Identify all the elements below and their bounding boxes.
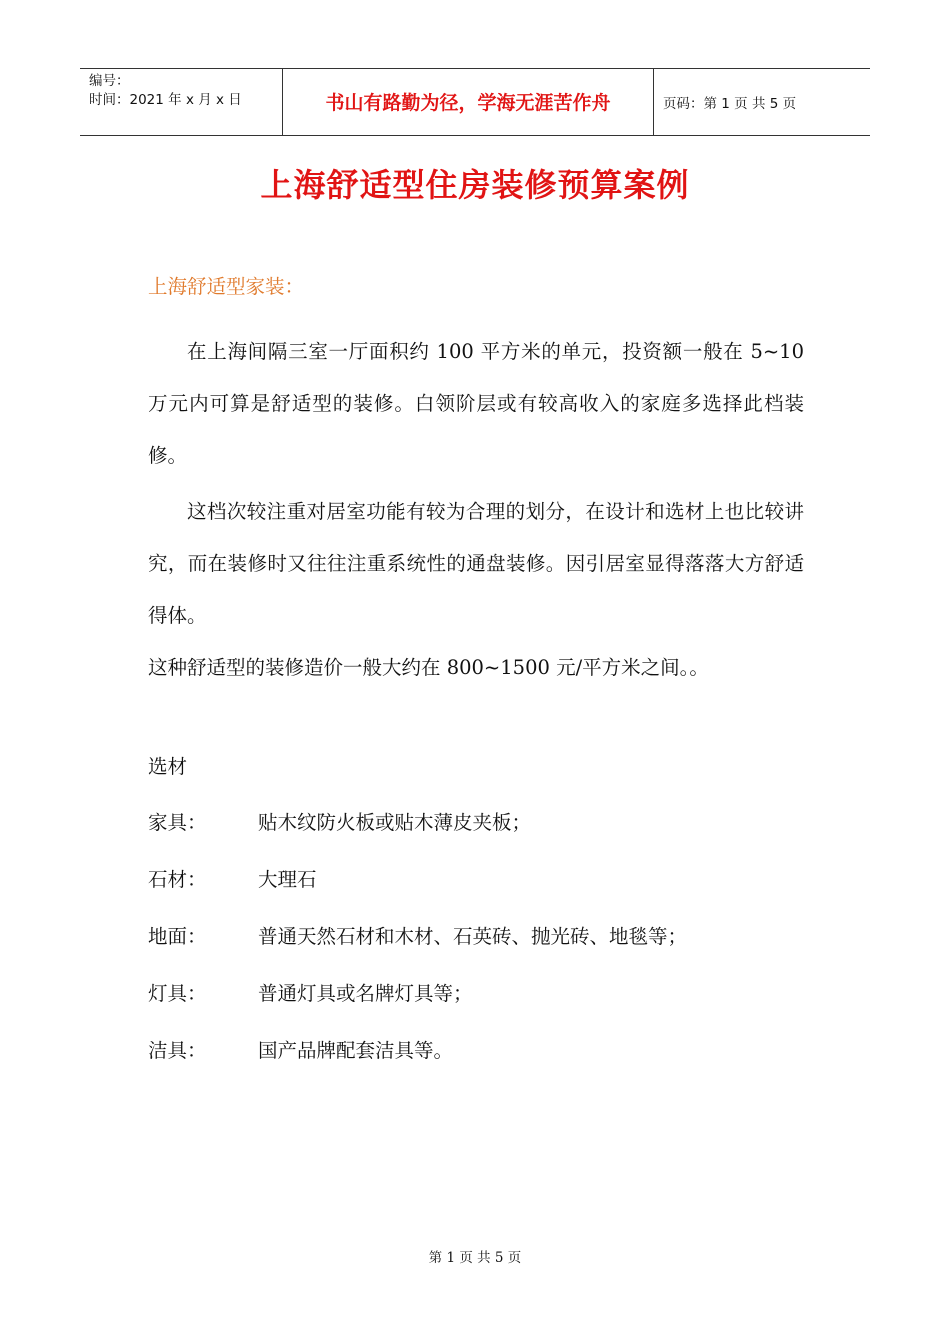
materials-list bbox=[148, 808, 804, 1066]
section-subheading: 上海舒适型家装： bbox=[148, 275, 305, 298]
material-value: 大理石 bbox=[258, 868, 317, 891]
list-item bbox=[148, 979, 804, 1009]
list-item bbox=[148, 865, 804, 895]
material-key: 灯具： bbox=[148, 982, 207, 1005]
header-page-info: 页码：第 1 页 共 5 页 bbox=[663, 96, 797, 112]
list-item bbox=[148, 922, 804, 952]
material-value: 普通灯具或名牌灯具等； bbox=[258, 982, 473, 1005]
materials-heading: 选材 bbox=[148, 755, 188, 778]
time-label: 时间：2021 年 x 月 x 日 bbox=[89, 92, 242, 108]
material-value: 贴木纹防火板或贴木薄皮夹板； bbox=[258, 811, 532, 834]
document-title: 上海舒适型住房装修预算案例 bbox=[260, 166, 690, 204]
page-footer: 第 1 页 共 5 页 bbox=[428, 1250, 522, 1266]
material-value: 普通天然石材和木材、石英砖、抛光砖、地毯等； bbox=[258, 925, 688, 948]
material-value: 国产品牌配套洁具等。 bbox=[258, 1039, 454, 1062]
paragraph: 这种舒适型的装修造价一般大约在 800~1500 元/平方米之间。。 bbox=[148, 656, 709, 679]
paragraph: 在上海间隔三室一厅面积约 100 平方米的单元，投资额一般在 5~10 万元内可算是舒适型的装修。白领阶层或有较高收入的家庭多选择此档装修。 bbox=[148, 340, 804, 467]
list-item bbox=[148, 808, 804, 838]
material-key: 洁具： bbox=[148, 1039, 207, 1062]
list-item bbox=[148, 1036, 804, 1066]
serial-label: 编号： bbox=[89, 73, 130, 89]
paragraph: 这档次较注重对居室功能有较为合理的划分，在设计和选材上也比较讲究，而在装修时又往往注重系统性的通盘装修。因引居室显得落落大方舒适得体。 bbox=[148, 500, 804, 627]
header-meta bbox=[80, 69, 282, 135]
material-key: 石材： bbox=[148, 868, 207, 891]
document-body bbox=[148, 272, 804, 1093]
material-key: 家具： bbox=[148, 811, 207, 834]
material-key: 地面： bbox=[148, 925, 207, 948]
header-motto: 书山有路勤为径，学海无涯苦作舟 bbox=[282, 69, 654, 135]
document-header bbox=[80, 68, 870, 136]
